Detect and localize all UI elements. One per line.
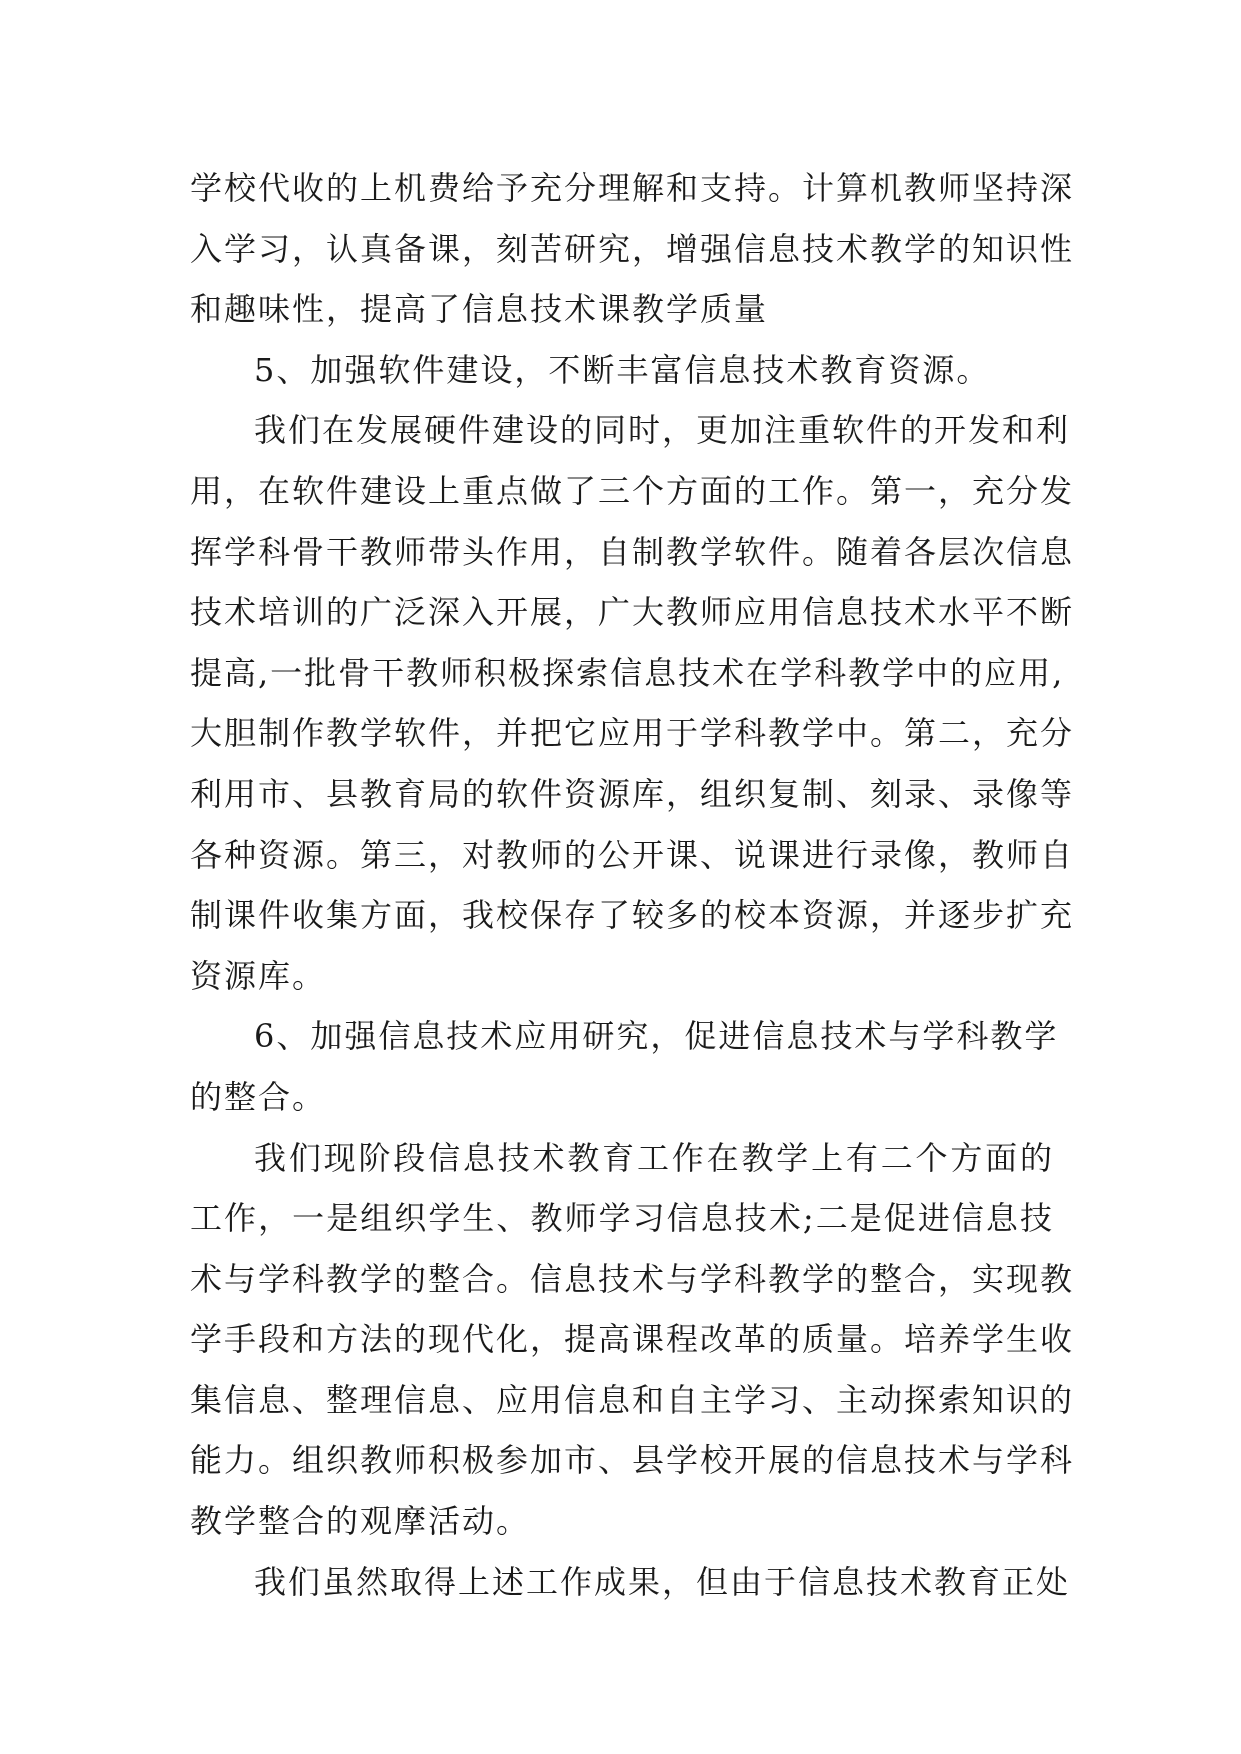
text-line-11: 利用市、县教育局的软件资源库，组织复制、刻录、录像等 — [190, 774, 1075, 813]
text-line-24: 我们虽然取得上述工作成果，但由于信息技术教育正处 — [254, 1562, 1071, 1601]
text-line-6: 用，在软件建设上重点做了三个方面的工作。第一，充分发 — [190, 471, 1075, 510]
text-line-2: 入学习，认真备课，刻苦研究，增强信息技术教学的知识性 — [190, 229, 1075, 268]
text-line-20: 学手段和方法的现代化，提高课程改革的质量。培养学生收 — [190, 1320, 1075, 1359]
text-line-3: 和趣味性，提高了信息技术课教学质量 — [190, 290, 769, 329]
document-body — [190, 158, 1075, 1612]
text-line-12: 各种资源。第三，对教师的公开课、说课进行录像，教师自 — [190, 835, 1075, 874]
text-line-13: 制课件收集方面，我校保存了较多的校本资源，并逐步扩充 — [190, 896, 1075, 935]
text-line-22: 能力。组织教师积极参加市、县学校开展的信息技术与学科 — [190, 1441, 1075, 1480]
text-line-9: 提高,一批骨干教师积极探索信息技术在学科教学中的应用, — [190, 653, 1065, 692]
text-line-16: 的整合。 — [190, 1077, 327, 1116]
text-line-7: 挥学科骨干教师带头作用，自制教学软件。随着各层次信息 — [190, 532, 1075, 571]
text-line-5: 我们在发展硬件建设的同时，更加注重软件的开发和利 — [254, 411, 1071, 450]
text-line-14: 资源库。 — [190, 956, 327, 995]
text-line-18: 工作，一是组织学生、教师学习信息技术;二是促进信息技 — [190, 1199, 1054, 1238]
section-heading-5: 5、加强软件建设，不断丰富信息技术教育资源。 — [254, 350, 991, 389]
text-line-21: 集信息、整理信息、应用信息和自主学习、主动探索知识的 — [190, 1380, 1075, 1419]
text-line-23: 教学整合的观摩活动。 — [190, 1502, 531, 1541]
text-line-1: 学校代收的上机费给予充分理解和支持。计算机教师坚持深 — [190, 169, 1075, 207]
text-line-19: 术与学科教学的整合。信息技术与学科教学的整合，实现教 — [190, 1259, 1075, 1298]
text-line-10: 大胆制作教学软件，并把它应用于学科教学中。第二，充分 — [190, 714, 1075, 753]
text-line-17: 我们现阶段信息技术教育工作在教学上有二个方面的 — [254, 1138, 1054, 1177]
section-heading-6: 6、加强信息技术应用研究，促进信息技术与学科教学 — [254, 1017, 1059, 1056]
text-line-8: 技术培训的广泛深入开展，广大教师应用信息技术水平不断 — [190, 593, 1075, 632]
